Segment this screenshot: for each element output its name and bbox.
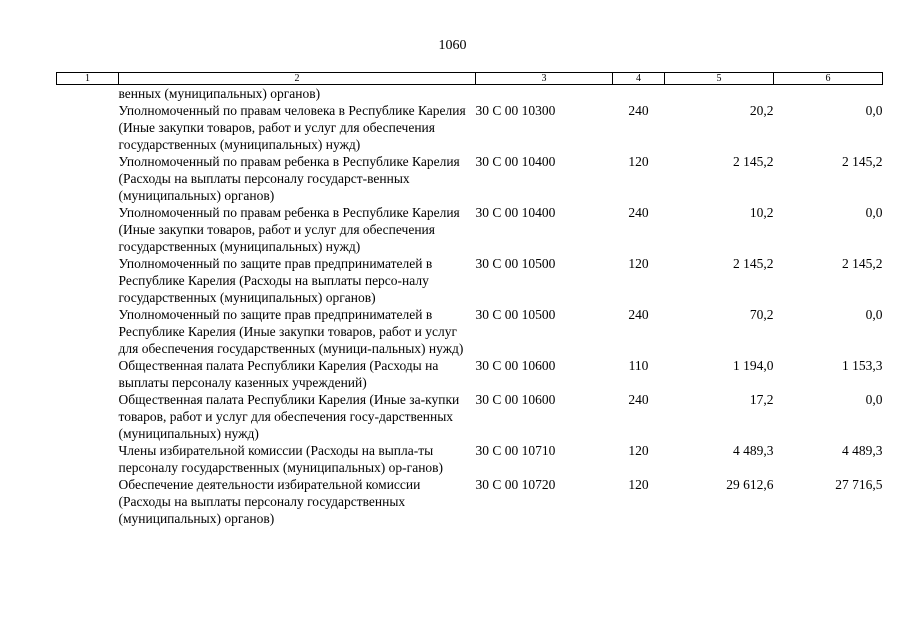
cell-name: Уполномоченный по правам ребенка в Республике Карелия (Расходы на выплаты персоналу государст-венных (муниципальных) органов) xyxy=(118,154,460,203)
cell-kvr: 240 xyxy=(628,307,649,322)
cell-kvr: 240 xyxy=(628,392,649,407)
cell-amount-1: 2 145,2 xyxy=(733,154,774,169)
cell-code: 30 С 00 10600 xyxy=(475,392,556,407)
column-header-2: 2 xyxy=(119,73,476,85)
cell-amount-2: 0,0 xyxy=(865,205,883,220)
cell-name: Общественная палата Республики Карелия (Иные за-купки товаров, работ и услуг для обеспечения госу-дарственных (муниципальных) нужд) xyxy=(118,392,460,441)
cell-col1 xyxy=(57,391,119,442)
cell-kvr: 120 xyxy=(628,477,649,492)
cell-amount-1: 17,2 xyxy=(749,392,774,407)
table-row xyxy=(57,153,883,204)
cell-name: Обеспечение деятельности избирательной комиссии (Расходы на выплаты персоналу государственных (муниципальных) органов) xyxy=(118,477,421,526)
table-row xyxy=(57,476,883,527)
cell-amount-1: 70,2 xyxy=(749,307,774,322)
cell-code: 30 С 00 10400 xyxy=(475,205,556,220)
cell-col1 xyxy=(57,476,119,527)
table-row xyxy=(57,255,883,306)
table-row xyxy=(57,204,883,255)
cell-col1 xyxy=(57,102,119,153)
cell-amount-2: 0,0 xyxy=(865,392,883,407)
cell-amount-1: 2 145,2 xyxy=(733,256,774,271)
table-row xyxy=(57,357,883,391)
table-row xyxy=(57,306,883,357)
continuation-text: венных (муниципальных) органов) xyxy=(118,86,321,101)
cell-col1 xyxy=(57,442,119,476)
cell-name: Члены избирательной комиссии (Расходы на выпла-ты персоналу государственных (муниципальных) ор-ганов) xyxy=(118,443,444,475)
table-header-row xyxy=(57,73,883,85)
cell-code: 30 С 00 10400 xyxy=(475,154,556,169)
cell-col1 xyxy=(57,357,119,391)
cell-code: 30 С 00 10500 xyxy=(475,307,556,322)
cell-col1 xyxy=(57,153,119,204)
cell-name: Общественная палата Республики Карелия (Расходы на выплаты персоналу казенных учреждений) xyxy=(118,358,439,390)
cell-amount-2: 2 145,2 xyxy=(842,256,883,271)
cell-col1 xyxy=(57,204,119,255)
cell-amount-1: 10,2 xyxy=(749,205,774,220)
column-header-5: 5 xyxy=(665,73,774,85)
cell-code: 30 С 00 10600 xyxy=(475,358,556,373)
cell-name: Уполномоченный по защите прав предпринимателей в Республике Карелия (Расходы на выплаты персо-налу государственных (муниципальных) органов) xyxy=(118,256,433,305)
cell-amount-2: 0,0 xyxy=(865,307,883,322)
cell-code: 30 С 00 10710 xyxy=(475,443,556,458)
cell-amount-2: 27 716,5 xyxy=(835,477,883,492)
cell-kvr: 120 xyxy=(628,256,649,271)
cell-kvr: 240 xyxy=(628,205,649,220)
cell-name: Уполномоченный по правам ребенка в Республике Карелия (Иные закупки товаров, работ и услуг для обеспечения государственных (муниципальных) нужд) xyxy=(118,205,460,254)
cell-name: Уполномоченный по защите прав предпринимателей в Республике Карелия (Иные закупки товаров, работ и услуг для обеспечения государственных (муници-пальных) нужд) xyxy=(118,307,464,356)
cell-kvr: 110 xyxy=(628,358,649,373)
cell-kvr: 120 xyxy=(628,443,649,458)
cell-col1 xyxy=(57,255,119,306)
table-row xyxy=(57,102,883,153)
continuation-row xyxy=(57,85,883,103)
cell-amount-2: 0,0 xyxy=(865,103,883,118)
cell-amount-2: 1 153,3 xyxy=(842,358,883,373)
cell-amount-2: 2 145,2 xyxy=(842,154,883,169)
column-header-3: 3 xyxy=(476,73,613,85)
cell-amount-1: 1 194,0 xyxy=(733,358,774,373)
cell-col1 xyxy=(57,306,119,357)
cell-name: Уполномоченный по правам человека в Республике Карелия (Иные закупки товаров, работ и услуг для обеспечения государственных (муниципальных) нужд) xyxy=(118,103,466,152)
table-row xyxy=(57,391,883,442)
cell-code: 30 С 00 10720 xyxy=(475,477,556,492)
cell-amount-1: 4 489,3 xyxy=(733,443,774,458)
column-header-6: 6 xyxy=(774,73,883,85)
cell-amount-1: 20,2 xyxy=(749,103,774,118)
cell-amount-2: 4 489,3 xyxy=(842,443,883,458)
cell-amount-1: 29 612,6 xyxy=(726,477,774,492)
column-header-1: 1 xyxy=(57,73,119,85)
page-number: 1060 xyxy=(438,38,467,53)
cell-code: 30 С 00 10300 xyxy=(475,103,556,118)
table-row xyxy=(57,442,883,476)
budget-table xyxy=(56,72,883,527)
cell-kvr: 120 xyxy=(628,154,649,169)
cell-kvr: 240 xyxy=(628,103,649,118)
column-header-4: 4 xyxy=(613,73,665,85)
cell-code: 30 С 00 10500 xyxy=(475,256,556,271)
